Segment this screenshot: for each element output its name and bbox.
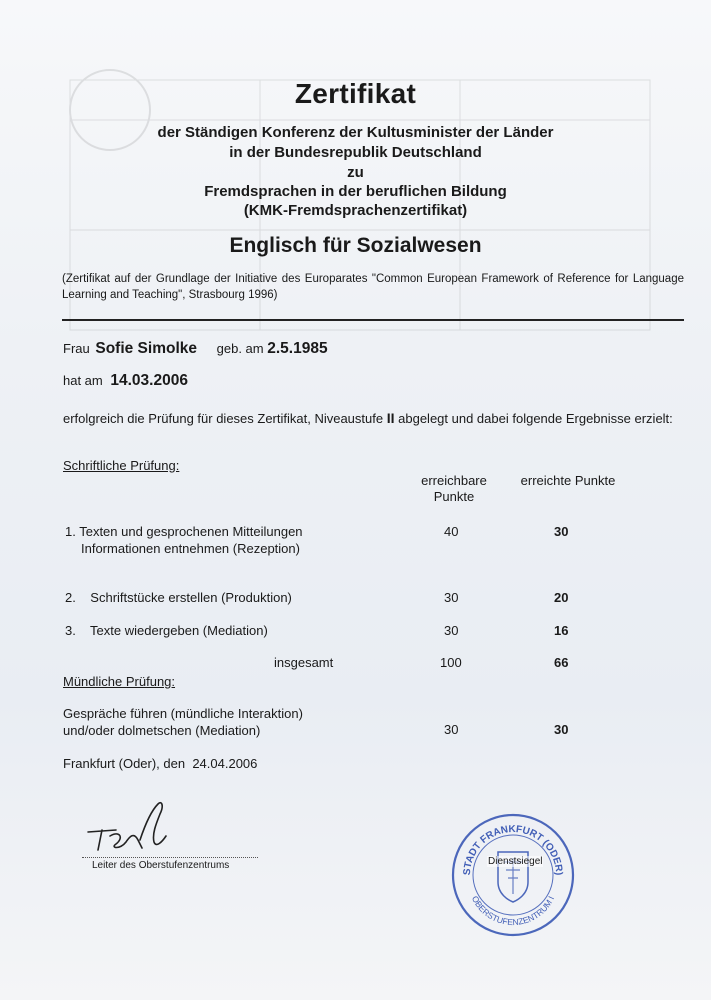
signature-caption: Leiter des Oberstufenzentrums [92, 860, 230, 871]
certificate-subject: Englisch für Sozialwesen [229, 234, 482, 257]
total-label: insgesamt [274, 655, 334, 670]
header-line-1: der Ständigen Konferenz der Kultusminister der Länder [157, 124, 554, 141]
written-item-3-achieved: 16 [554, 623, 569, 638]
header-line-2: in der Bundesrepublik Deutschland [229, 144, 482, 161]
written-item-3-possible: 30 [444, 623, 459, 638]
written-item-2: 2. Schriftstücke erstellen (Produktion) [65, 590, 292, 605]
level: II [386, 410, 395, 426]
written-item-3: 3. Texte wiedergeben (Mediation) [65, 623, 268, 638]
framework-note: (Zertifikat auf der Grundlage der Initiative des Europarates "Common European Framework of Reference for Language Learning and Teaching", Strasbourg 1996) [62, 273, 684, 301]
result-sentence-post: abgelegt und dabei folgende Ergebnisse erzielt: [398, 411, 673, 426]
oral-possible: 30 [444, 722, 459, 737]
oral-line-2: und/oder dolmetschen (Mediation) [63, 723, 261, 738]
total-achieved: 66 [554, 655, 569, 670]
place-date: Frankfurt (Oder), den 24.04.2006 [63, 756, 258, 771]
salutation: Frau [63, 341, 90, 356]
official-seal [448, 810, 578, 940]
oral-heading: Mündliche Prüfung: [63, 674, 176, 689]
result-sentence-pre: erfolgreich die Prüfung für dieses Zertifikat, Niveaustufe [63, 411, 384, 426]
written-item-2-achieved: 20 [554, 590, 569, 605]
total-possible: 100 [440, 655, 462, 670]
header-line-3: zu [347, 164, 364, 181]
signature-image [80, 792, 190, 862]
header-line-4: Fremdsprachen in der beruflichen Bildung [204, 183, 507, 200]
candidate-line [63, 340, 328, 358]
written-heading: Schriftliche Prüfung: [63, 458, 180, 473]
col-possible-label: erreichbare Punkte [421, 473, 487, 504]
header-line-5: (KMK-Fremdsprachenzertifikat) [243, 202, 468, 219]
exam-date: 14.03.2006 [110, 372, 188, 389]
written-item-2-possible: 30 [444, 590, 459, 605]
exam-date-line [63, 372, 188, 390]
exam-prefix: hat am [63, 373, 103, 388]
candidate-name: Sofie Simolke [95, 340, 198, 357]
result-sentence [63, 410, 673, 426]
born-label: geb. am [216, 341, 264, 356]
svg-text:OBERSTUFENZENTRUM I [470, 894, 556, 927]
certificate-title: Zertifikat [294, 78, 417, 109]
birth-date: 2.5.1985 [267, 340, 328, 357]
signature-line [82, 857, 258, 858]
written-item-1-line1: 1. Texten und gesprochenen Mitteilungen [65, 524, 303, 539]
oral-line-1: Gespräche führen (mündliche Interaktion) [63, 706, 303, 721]
divider [62, 319, 684, 321]
written-item-1-possible: 40 [444, 524, 459, 539]
oral-achieved: 30 [554, 722, 569, 737]
seal-text-bottom: OBERSTUFENZENTRUM I [469, 894, 557, 928]
seal-text-top: STADT FRANKFURT (ODER) [461, 823, 565, 876]
seal-caption: Dienstsiegel [488, 856, 543, 867]
written-item-1-achieved: 30 [554, 524, 569, 539]
col-achieved-label: erreichte Punkte [520, 473, 616, 488]
written-item-1-line2: Informationen entnehmen (Rezeption) [81, 541, 300, 556]
